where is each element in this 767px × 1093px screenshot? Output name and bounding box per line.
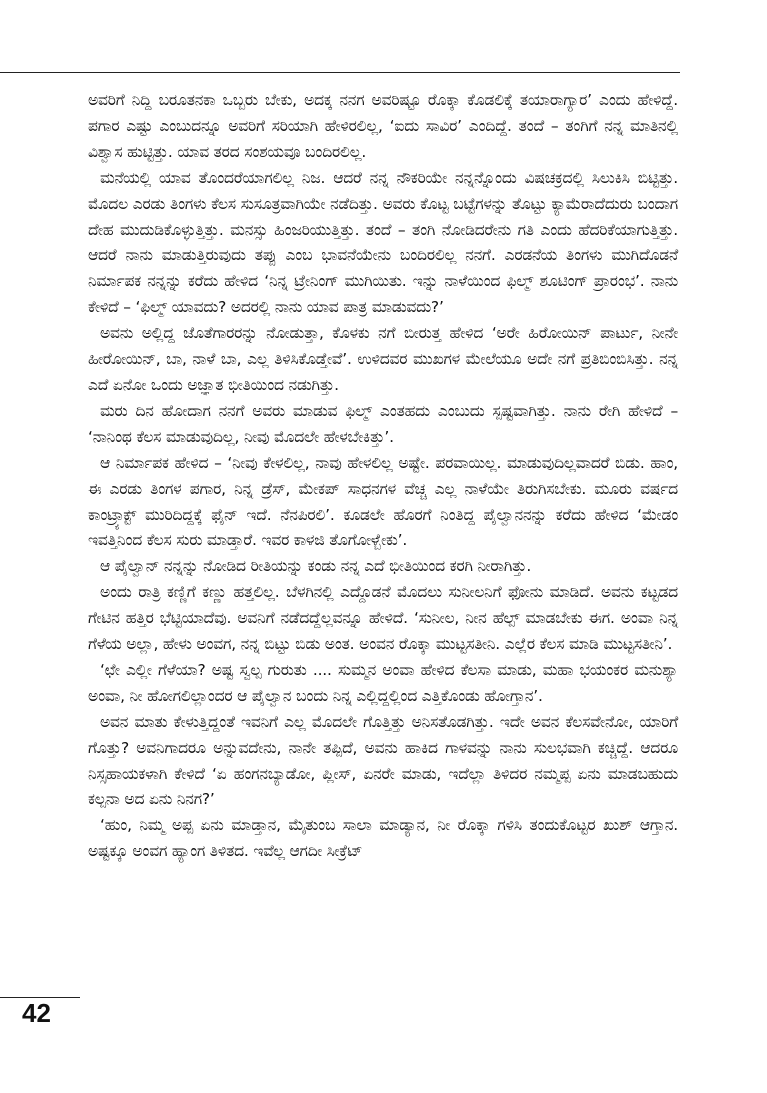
paragraph-9: ಅವನ ಮಾತು ಕೇಳುತ್ತಿದ್ದಂತೆ ಇವನಿಗೆ ಎಲ್ಲ ಮೊದಲೇ ಗೊತ್ತಿತ್ತು ಅನಿಸತೊಡಗಿತ್ತು. ಇದೇ ಅವನ ಕೆಲಸವೇನೋ, ಯಾರಿಗೆ ಗೊತ್ತು? ಅವನಿಗಾದರೂ ಅನ್ನುವದೇನು, ನಾನೇ ತಪ್ಪಿದೆ, ಅವನು ಹಾಕಿದ ಗಾಳವನ್ನು ನಾನು ಸುಲಭವಾಗಿ ಕಚ್ಚಿದ್ದೆ. ಆದರೂ ನಿಸ್ಸಹಾಯಕಳಾಗಿ ಕೇಳಿದೆ ‘ಏ ಹಂಗನಬ್ಯಾಡೋ, ಪ್ಲೀಸ್, ಏನರೇ ಮಾಡು, ಇದೆಲ್ಲಾ ತಿಳಿದರ ನಮ್ಮಪ್ಪ ಏನು ಮಾಡಬಹುದು ಕಲ್ಪನಾ ಅದ ಏನು ನಿನಗ?’ (88, 712, 678, 809)
top-rule (0, 72, 680, 73)
paragraph-5: ಆ ನಿರ್ಮಾಪಕ ಹೇಳಿದ – ‘ನೀವು ಕೇಳಲಿಲ್ಲ, ನಾವು ಹೇಳಲಿಲ್ಲ ಅಷ್ಟೇ. ಪರವಾಯಿಲ್ಲ. ಮಾಡುವುದಿಲ್ಲವಾದರೆ ಬಿಡು. ಹಾಂ, ಈ ಎರಡು ತಿಂಗಳ ಪಗಾರ, ನಿನ್ನ ಡ್ರೆಸ್, ಮೇಕಪ್ ಸಾಧನಗಳ ವೆಚ್ಚ ಎಲ್ಲ ನಾಳೆಯೇ ತಿರುಗಿಸಬೇಕು. ಮೂರು ವರ್ಷದ ಕಾಂಟ್ರ್ಯಾಕ್ಟ್ ಮುರಿದಿದ್ದಕ್ಕೆ ಫೈನ್ ಇದೆ. ನೆನಪಿರಲಿ’. ಕೂಡಲೇ ಹೊರಗೆ ನಿಂತಿದ್ದ ಪೈಲ್ವಾನನನ್ನು ಕರೆದು ಹೇಳಿದ ‘ಮೇಡಂ ಇವತ್ತಿನಿಂದ ಕೆಲಸ ಸುರು ಮಾಡ್ತಾರೆ. ಇವರ ಕಾಳಜಿ ತೊಗೋಳ್ಬೇಕು’. (88, 453, 678, 550)
paragraph-1: ಅವರಿಗೆ ನಿದ್ದಿ ಬರೂತನಕಾ ಒಬ್ಬರು ಬೇಕು, ಅದಕ್ಕ ನನಗ ಅವರಿಷ್ಟೂ ರೊಕ್ಕಾ ಕೊಡಲಿಕ್ಕೆ ತಯಾರಾಗ್ಯಾರ’ ಎಂದು ಹೇಳಿದ್ದೆ. ಪಗಾರ ಎಷ್ಟು ಎಂಬುದನ್ನೂ ಅವರಿಗೆ ಸರಿಯಾಗಿ ಹೇಳಿರಲಿಲ್ಲ, ‘ಐದು ಸಾವಿರ’ ಎಂದಿದ್ದೆ. ತಂದೆ – ತಂಗಿಗೆ ನನ್ನ ಮಾತಿನಲ್ಲಿ ವಿಶ್ವಾಸ ಹುಟ್ಟಿತ್ತು. ಯಾವ ತರದ ಸಂಶಯವೂ ಬಂದಿರಲಿಲ್ಲ. (88, 91, 678, 161)
body-text (88, 88, 678, 865)
paragraph-3: ಅವನು ಅಲ್ಲಿದ್ದ ಜೊತೆಗಾರರನ್ನು ನೋಡುತ್ತಾ, ಕೊಳಕು ನಗೆ ಬೀರುತ್ತ ಹೇಳಿದ ‘ಅರೇ ಹಿರೋಯಿನ್ ಪಾರ್ಟು, ನೀನೇ ಹೀರೋಯಿನ್, ಬಾ, ನಾಳೆ ಬಾ, ಎಲ್ಲ ತಿಳಿಸಿಕೊಡ್ತೇವೆ’. ಉಳಿದವರ ಮುಖಗಳ ಮೇಲೆಯೂ ಅದೇ ನಗೆ ಪ್ರತಿಬಿಂಬಿಸಿತ್ತು. ನನ್ನ ಎದೆ ಏನೋ ಒಂದು ಅಜ್ಞಾತ ಭೀತಿಯಿಂದ ನಡುಗಿತ್ತು. (88, 324, 678, 394)
paragraph-8: ‘ಛೇ ಎಲ್ಲೀ ಗೆಳೆಯಾ? ಅಷ್ಟ ಸ್ವಲ್ಪ ಗುರುತು .... ಸುಮ್ಮನ ಅಂವಾ ಹೇಳಿದ ಕೆಲಸಾ ಮಾಡು, ಮಹಾ ಭಯಂಕರ ಮನುಶ್ಯಾ ಅಂವಾ, ನೀ ಹೋಗಲಿಲ್ಲಾಂದರ ಆ ಪೈಲ್ವಾನ ಬಂದು ನಿನ್ನ ಎಲ್ಲಿದ್ದಲ್ಲಿಂದ ಎತ್ತಿಕೊಂಡು ಹೋಗ್ತಾನ’. (88, 660, 678, 705)
paragraph-2: ಮನೆಯಲ್ಲಿ ಯಾವ ತೊಂದರೆಯಾಗಲಿಲ್ಲ ನಿಜ. ಆದರೆ ನನ್ನ ನೌಕರಿಯೇ ನನ್ನನ್ನೊಂದು ವಿಷಚಕ್ರದಲ್ಲಿ ಸಿಲುಕಿಸಿ ಬಿಟ್ಟಿತ್ತು. ಮೊದಲ ಎರಡು ತಿಂಗಳು ಕೆಲಸ ಸುಸೂತ್ರವಾಗಿಯೇ ನಡೆದಿತ್ತು. ಅವರು ಕೊಟ್ಟ ಬಟ್ಟೆಗಳನ್ನು ತೊಟ್ಟು ಕ್ಯಾಮೆರಾದೆದುರು ಬಂದಾಗ ದೇಹ ಮುದುಡಿಕೊಳ್ಳುತ್ತಿತ್ತು. ಮನಸ್ಸು ಹಿಂಜರಿಯುತ್ತಿತ್ತು. ತಂದೆ – ತಂಗಿ ನೋಡಿದರೇನು ಗತಿ ಎಂದು ಹೆದರಿಕೆಯಾಗುತ್ತಿತ್ತು. ಆದರೆ ನಾನು ಮಾಡುತ್ತಿರುವುದು ತಪ್ಪು ಎಂಬ ಭಾವನೆಯೇನು ಬಂದಿರಲಿಲ್ಲ ನನಗೆ. ಎರಡನೆಯ ತಿಂಗಳು ಮುಗಿದೊಡನೆ ನಿರ್ಮಾಪಕ ನನ್ನನ್ನು ಕರೆದು ಹೇಳಿದ ‘ನಿನ್ನ ಟ್ರೇನಿಂಗ್ ಮುಗಿಯಿತು. ಇನ್ನು ನಾಳೆಯಿಂದ ಫಿಲ್ಮ್ ಶೂಟಿಂಗ್ ಪ್ರಾರಂಭ’. ನಾನು ಕೇಳಿದೆ – ‘ಫಿಲ್ಮ್ ಯಾವದು? ಅದರಲ್ಲಿ ನಾನು ಯಾವ ಪಾತ್ರ ಮಾಡುವದು?’ (88, 168, 678, 317)
paragraph-6: ಆ ಪೈಲ್ವಾನ್ ನನ್ನನ್ನು ನೋಡಿದ ರೀತಿಯನ್ನು ಕಂಡು ನನ್ನ ಎದೆ ಭೀತಿಯಿಂದ ಕರಗಿ ನೀರಾಗಿತ್ತು. (100, 557, 532, 576)
paragraph-10: ‘ಹುಂ, ನಿಮ್ಮ ಅಪ್ಪ ಏನು ಮಾಡ್ತಾನ, ಮೈತುಂಬ ಸಾಲಾ ಮಾಡ್ಯಾನ, ನೀ ರೊಕ್ಕಾ ಗಳಿಸಿ ತಂದುಕೊಟ್ಟರ ಖುಶ್ ಆಗ್ತಾನ. ಅಷ್ಟಕ್ಕೂ ಅಂವಗ ಹ್ಯಾಂಗ ತಿಳಿತದ. ಇವೆಲ್ಲ ಆಗದೀ ಸೀಕ್ರೆಟ್ (88, 816, 678, 861)
paragraph-4: ಮರು ದಿನ ಹೋದಾಗ ನನಗೆ ಅವರು ಮಾಡುವ ಫಿಲ್ಮ್ ಎಂತಹದು ಎಂಬುದು ಸ್ಪಷ್ಟವಾಗಿತ್ತು. ನಾನು ರೇಗಿ ಹೇಳಿದೆ – ‘ನಾನಿಂಥ ಕೆಲಸ ಮಾಡುವುದಿಲ್ಲ, ನೀವು ಮೊದಲೇ ಹೇಳಬೇಕಿತ್ತು’. (88, 401, 678, 446)
paragraph-7: ಅಂದು ರಾತ್ರಿ ಕಣ್ಣಿಗೆ ಕಣ್ಣು ಹತ್ತಲಿಲ್ಲ. ಬೆಳಗಿನಲ್ಲಿ ಎದ್ದೊಡನೆ ಮೊದಲು ಸುನೀಲನಿಗೆ ಫೋನು ಮಾಡಿದೆ. ಅವನು ಕಟ್ಟಡದ ಗೇಟಿನ ಹತ್ತಿರ ಭೆಟ್ಟಿಯಾದೆವು. ಅವನಿಗೆ ನಡೆದದ್ದೆಲ್ಲವನ್ನೂ ಹೇಳಿದೆ. ‘ಸುನೀಲ, ನೀನ ಹೆಲ್ಪ್ ಮಾಡಬೇಕು ಈಗ. ಅಂವಾ ನಿನ್ನ ಗೆಳೆಯ ಅಲ್ಲಾ, ಹೇಳು ಅಂವಗ, ನನ್ನ ಬಿಟ್ಟು ಬಿಡು ಅಂತ. ಅಂವನ ರೊಕ್ಕಾ ಮುಟ್ಟಸತೀನಿ. ಎಲ್ಲೆರ ಕೆಲಸ ಮಾಡಿ ಮುಟ್ಟಸತೀನಿ’. (88, 583, 678, 654)
page-number: 42 (22, 998, 51, 1028)
